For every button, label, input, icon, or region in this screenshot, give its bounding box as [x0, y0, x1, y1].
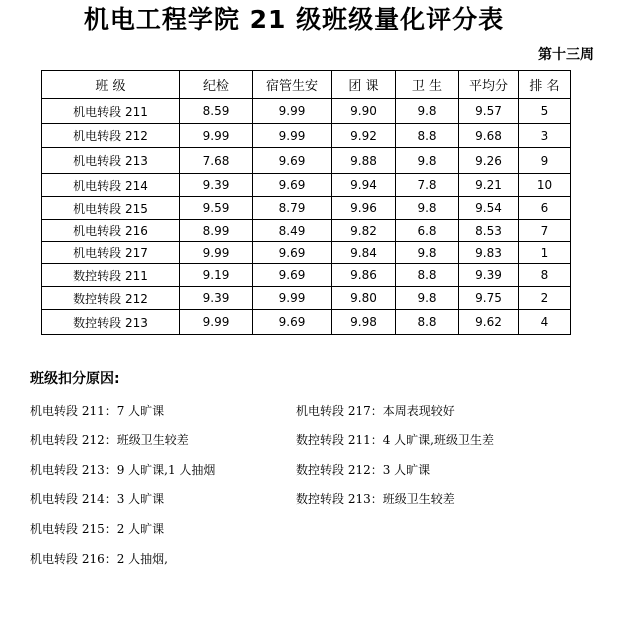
table-row [42, 124, 571, 148]
reason-item: 机电转段 214：3 人旷课 [30, 492, 165, 506]
column-header: 卫 生 [396, 71, 459, 99]
score-cell: 9.57 [459, 99, 519, 124]
column-header: 排 名 [519, 71, 571, 99]
score-cell: 9.94 [332, 174, 396, 197]
class-name-cell: 机电转段 211 [42, 99, 180, 124]
table-row [42, 287, 571, 310]
column-header: 平均分 [459, 71, 519, 99]
score-cell: 9.8 [396, 99, 459, 124]
score-cell: 9.99 [180, 242, 253, 264]
deduction-reasons-title: 班级扣分原因: [30, 371, 120, 387]
score-cell: 8.8 [396, 310, 459, 335]
score-cell: 9.8 [396, 242, 459, 264]
reason-item: 机电转段 215：2 人旷课 [30, 522, 165, 536]
table-row [42, 99, 571, 124]
score-cell: 9.69 [253, 310, 332, 335]
reason-item: 机电转段 211：7 人旷课 [30, 404, 165, 418]
class-name-cell: 机电转段 213 [42, 148, 180, 174]
class-name-cell: 机电转段 214 [42, 174, 180, 197]
table-row [42, 197, 571, 220]
score-cell: 9.82 [332, 220, 396, 242]
score-cell: 7.68 [180, 148, 253, 174]
score-cell: 9.69 [253, 174, 332, 197]
score-cell: 9 [519, 148, 571, 174]
score-cell: 9.8 [396, 287, 459, 310]
score-cell: 3 [519, 124, 571, 148]
score-cell: 5 [519, 99, 571, 124]
score-cell: 8.59 [180, 99, 253, 124]
score-cell: 6 [519, 197, 571, 220]
score-cell: 9.39 [459, 264, 519, 287]
class-name-cell: 机电转段 216 [42, 220, 180, 242]
reason-item: 机电转段 212：班级卫生较差 [30, 433, 189, 447]
table-row [42, 148, 571, 174]
score-cell: 9.86 [332, 264, 396, 287]
column-header: 纪检 [180, 71, 253, 99]
score-cell: 2 [519, 287, 571, 310]
column-header: 班 级 [42, 71, 180, 99]
score-cell: 8.79 [253, 197, 332, 220]
reason-item: 机电转段 217：本周表现较好 [296, 404, 455, 418]
score-cell: 9.19 [180, 264, 253, 287]
class-name-cell: 数控转段 213 [42, 310, 180, 335]
score-cell: 9.59 [180, 197, 253, 220]
score-cell: 9.98 [332, 310, 396, 335]
score-cell: 7.8 [396, 174, 459, 197]
class-name-cell: 机电转段 212 [42, 124, 180, 148]
score-cell: 9.90 [332, 99, 396, 124]
score-cell: 9.54 [459, 197, 519, 220]
score-cell: 9.99 [253, 124, 332, 148]
class-name-cell: 机电转段 215 [42, 197, 180, 220]
score-cell: 9.99 [253, 99, 332, 124]
score-cell: 9.62 [459, 310, 519, 335]
reason-item: 数控转段 211：4 人旷课,班级卫生差 [296, 433, 494, 447]
reason-item: 数控转段 213：班级卫生较差 [296, 492, 455, 506]
table-row [42, 174, 571, 197]
score-cell: 9.8 [396, 197, 459, 220]
table-row [42, 264, 571, 287]
score-cell: 9.39 [180, 287, 253, 310]
score-cell: 8.99 [180, 220, 253, 242]
score-cell: 9.92 [332, 124, 396, 148]
score-cell: 4 [519, 310, 571, 335]
score-cell: 9.83 [459, 242, 519, 264]
score-table [41, 70, 571, 335]
score-cell: 9.96 [332, 197, 396, 220]
score-cell: 9.8 [396, 148, 459, 174]
table-header-row [42, 71, 571, 99]
score-cell: 8.8 [396, 124, 459, 148]
score-cell: 9.21 [459, 174, 519, 197]
score-cell: 9.84 [332, 242, 396, 264]
score-cell: 7 [519, 220, 571, 242]
score-cell: 9.80 [332, 287, 396, 310]
score-cell: 9.69 [253, 148, 332, 174]
score-cell: 9.69 [253, 264, 332, 287]
score-cell: 1 [519, 242, 571, 264]
table-row [42, 242, 571, 264]
score-cell: 8.49 [253, 220, 332, 242]
class-name-cell: 数控转段 211 [42, 264, 180, 287]
reason-item: 数控转段 212：3 人旷课 [296, 463, 431, 477]
page-title: 机电工程学院 21 级班级量化评分表 [83, 5, 505, 34]
score-cell: 6.8 [396, 220, 459, 242]
score-cell: 9.69 [253, 242, 332, 264]
score-cell: 9.88 [332, 148, 396, 174]
score-cell: 9.99 [180, 310, 253, 335]
score-cell: 9.99 [180, 124, 253, 148]
score-cell: 9.39 [180, 174, 253, 197]
score-cell: 8 [519, 264, 571, 287]
column-header: 宿管生安 [253, 71, 332, 99]
score-cell: 9.99 [253, 287, 332, 310]
table-row [42, 310, 571, 335]
score-cell: 10 [519, 174, 571, 197]
score-cell: 9.68 [459, 124, 519, 148]
class-name-cell: 机电转段 217 [42, 242, 180, 264]
table-row [42, 220, 571, 242]
score-cell: 9.75 [459, 287, 519, 310]
score-cell: 8.8 [396, 264, 459, 287]
column-header: 团 课 [332, 71, 396, 99]
class-name-cell: 数控转段 212 [42, 287, 180, 310]
reason-item: 机电转段 216：2 人抽烟, [30, 552, 168, 566]
score-cell: 9.26 [459, 148, 519, 174]
week-label: 第十三周 [538, 47, 594, 63]
reason-item: 机电转段 213：9 人旷课,1 人抽烟 [30, 463, 216, 477]
score-cell: 8.53 [459, 220, 519, 242]
